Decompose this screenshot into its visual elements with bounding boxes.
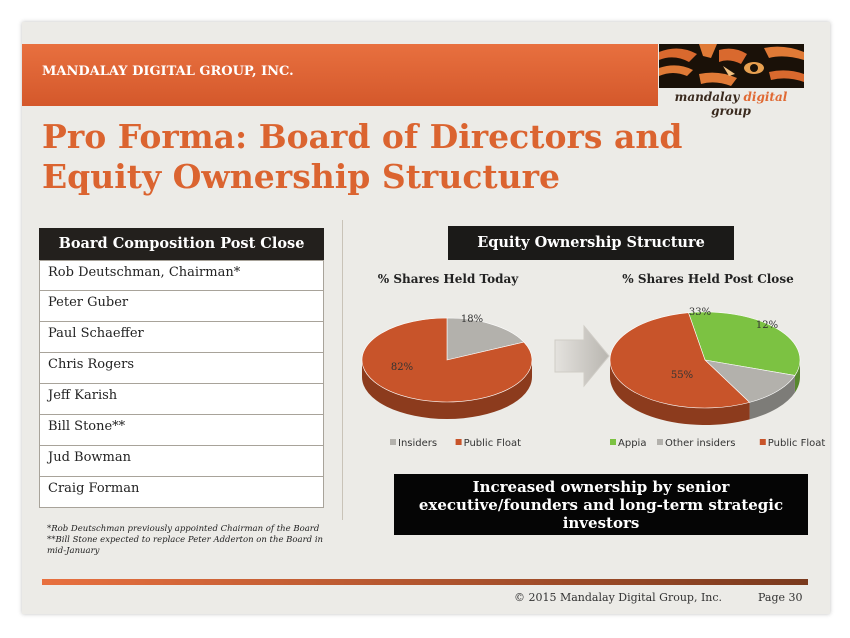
footnote-chairman: *Rob Deutschman previously appointed Chairman of the Board xyxy=(47,524,320,534)
legend-label: Insiders xyxy=(398,438,438,449)
page-title: Pro Forma: Board of Directors and Equity Ownership Structure xyxy=(42,117,683,196)
legend-label: Public Float xyxy=(463,438,522,449)
board-footnotes xyxy=(47,524,332,557)
copyright: © 2015 Mandalay Digital Group, Inc. xyxy=(514,591,723,604)
data-label: 33% xyxy=(688,307,712,318)
data-label: 12% xyxy=(755,320,779,331)
legend-swatch xyxy=(610,439,616,445)
board-table-header: Board Composition Post Close xyxy=(39,228,324,260)
board-member-row: Jeff Karish xyxy=(39,384,324,415)
data-label: 55% xyxy=(670,370,694,381)
legend-swatch xyxy=(390,439,396,445)
chart-title: % Shares Held Today xyxy=(377,272,519,286)
legend-swatch xyxy=(456,439,462,445)
page-number: Page 30 xyxy=(758,591,803,604)
pie-chart-post-close xyxy=(610,272,825,449)
ownership-callout xyxy=(394,474,808,535)
callout-text: Increased ownership by senior executive/founders and long-term strategic investors xyxy=(418,477,784,532)
legend-label: Appia xyxy=(618,438,647,449)
logo-word-end: group xyxy=(711,104,751,118)
data-label: 82% xyxy=(390,362,414,373)
pie-chart-today xyxy=(362,272,532,449)
footer-rule xyxy=(42,579,808,585)
legend-swatch xyxy=(657,439,663,445)
board-member-row: Paul Schaeffer xyxy=(39,322,324,353)
board-member-row: Peter Guber xyxy=(39,291,324,322)
logo-word-accent: digital xyxy=(743,90,788,104)
board-member-row: Jud Bowman xyxy=(39,446,324,477)
legend-label: Public Float xyxy=(767,438,826,449)
footnote-bill-stone: **Bill Stone expected to replace Peter Adderton on the Board in mid-January xyxy=(47,535,324,556)
legend-swatch xyxy=(760,439,766,445)
board-member-row: Chris Rogers xyxy=(39,353,324,384)
pie-charts xyxy=(22,22,830,482)
transition-arrow xyxy=(555,326,609,386)
data-label: 18% xyxy=(460,314,484,325)
board-member-row: Bill Stone** xyxy=(39,415,324,446)
slide xyxy=(22,22,830,614)
logo-word-main: mandalay xyxy=(674,90,740,104)
chart-title: % Shares Held Post Close xyxy=(622,272,794,286)
board-member-row: Craig Forman xyxy=(39,477,324,508)
legend-label: Other insiders xyxy=(665,438,736,449)
board-member-row: Rob Deutschman, Chairman* xyxy=(39,260,324,291)
equity-section-header: Equity Ownership Structure xyxy=(448,226,734,260)
company-name: MANDALAY DIGITAL GROUP, INC. xyxy=(42,64,294,79)
